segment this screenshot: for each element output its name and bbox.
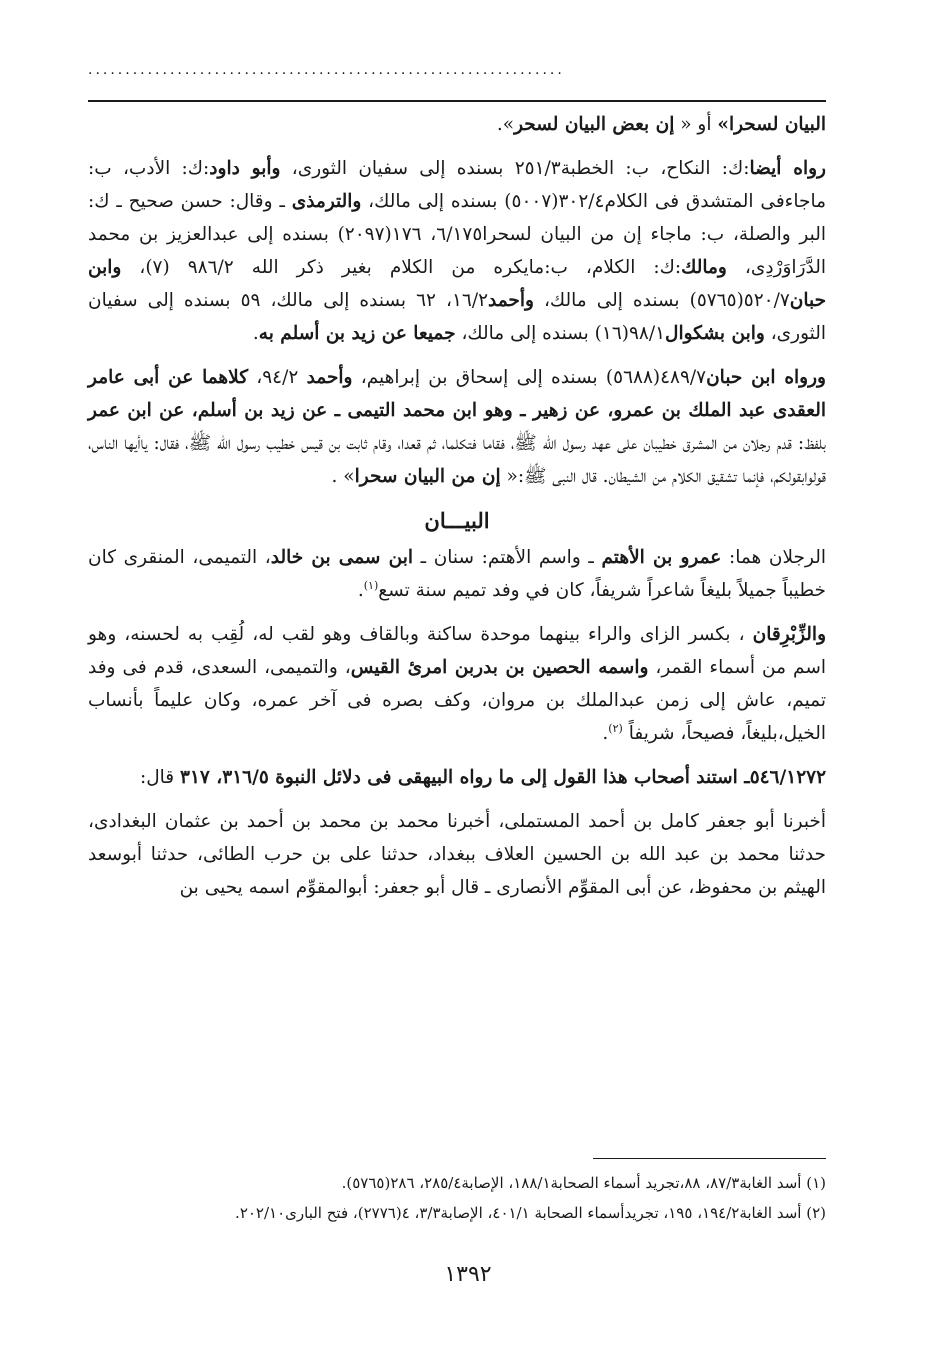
bold-text-segment: وأحمد [306, 367, 353, 388]
bold-text-segment: عمرو بن الأهتم [601, 547, 722, 568]
bold-text-segment: ومالك [681, 257, 727, 278]
bold-text-segment: وأحمد [488, 290, 534, 311]
text-segment: ». [496, 114, 515, 135]
footnote-ref: (٢) [608, 721, 623, 735]
text-segment: ، بكسر الزاى والراء بينهما موحدة ساكنة وبالقاف وهو لقب له، لُقِب به لحسنه، وهو اسم من أسماء القمر، [88, 624, 826, 678]
paragraph-bayan-2 [88, 618, 826, 750]
text-segment: ١٦/٢، ٦٢ بسنده إلى مالك، ٥٩ بسنده إلى سفيان الثورى، [88, 290, 826, 344]
footnote-rule [593, 1158, 826, 1159]
bold-text-segment: وابن بشكوال [665, 323, 765, 344]
text-segment: ٩٨/١(١٦) بسنده إلى مالك، [455, 323, 666, 344]
bold-text-segment: والزِّبْرِقان [752, 624, 826, 645]
page-number: ١٣٩٢ [444, 1262, 492, 1287]
text-segment: الرجلان هما: [721, 547, 826, 568]
text-segment: ٩٤/٢، [248, 367, 307, 388]
bold-text-segment: البيان لسحرا» [717, 114, 826, 135]
paragraph-riwayah-2 [88, 361, 826, 493]
text-segment: قال: [139, 767, 181, 788]
text-segment: ، التميمى، المنقرى كان خطيباً جميلاً بليغاً شاعراً شريفاً، كان في وفد تميم سنة تسع [88, 547, 826, 601]
text-segment: ٤٨٩/٧(٥٦٨٨) بسنده إلى إسحاق بن إبراهيم، [352, 367, 707, 388]
text-segment: :ك: الكلام، ب:مايكره من الكلام بغير ذكر الله ٩٨٦/٢ (٧)، [121, 257, 682, 278]
narration-paragraph: أخبرنا أبو جعفر كامل بن أحمد المستملى، أخبرنا محمد بن محمد بن أحمد بن عثمان البغدادى، حدثنا محمد بن عبد الله بن الحسين العلاف ببغداد، حدثنا على بن حرب الطائى، حدثنا أبوسعد الهيثم بن محفوظ، عن أبى المقوِّم الأنصارى ـ قال أبو جعفر: أبوالمقوِّم اسمه يحيى بن [88, 811, 826, 898]
bold-text-segment: رواه أيضا [749, 158, 826, 179]
bold-text-segment: جميعا عن زيد بن أسلم به [258, 323, 456, 344]
header-rule [88, 100, 826, 102]
footnote-ref: (١) [363, 578, 379, 592]
bold-text-segment: ٥٤٦/١٢٧٢ـ استند أصحاب هذا القول إلى ما رواه البيهقى فى دلائل النبوة ٣١٦/٥، ٣١٧ [180, 767, 826, 788]
text-segment: :ك: النكاح، ب: الخطبة٢٥١/٣ بسنده إلى سفيان الثورى، [280, 158, 750, 179]
text-segment: بلفظ: قدم رجلان من المشرق خطيبان على عهد رسول الله ﷺ، فقاما فتكلما، ثم قعدا، وقام ثابت بن قيس خطيب رسول الله ﷺ، فقال: ياأيها الناس، قولوابقولكم، فإنما تشقيق الكلام من الشيطان. قال النبى ﷺ:« [88, 433, 826, 487]
bold-text-segment: وابن حبان [88, 257, 827, 311]
paragraph-continuation [88, 108, 826, 141]
text-segment: ـ واسم الأهتم: سنان ـ [413, 547, 602, 568]
text-segment: . [357, 580, 364, 601]
footnote-1: (١) أسد الغابة٨٧/٣، ٨٨،تجريد أسماء الصحابة١٨٨/١، الإصابة٢٨٥/٤، ٢٨٦(٥٧٦٥). [341, 1174, 826, 1192]
bold-text-segment: إن بعض البيان لسحر [514, 114, 675, 135]
bold-text-segment: كلاهما عن أبى عامر العقدى عبد الملك بن عمرو، عن زهير ـ وهو ابن محمد التيمى ـ عن زيد بن أسلم، عن ابن عمر [88, 367, 826, 421]
text-segment: . [252, 323, 259, 344]
main-text [88, 108, 826, 915]
bold-text-segment: وأبو داود [209, 158, 281, 179]
bold-text-segment: ورواه ابن حبان [706, 367, 826, 388]
footnote-2: (٢) أسد الغابة١٩٤/٢، ١٩٥، تجريدأسماء الصحابة ٤٠١/١، الإصابة٣/٣، ٤(٢٧٧٦)، فتح البارى٢٠٢/١٠. [235, 1204, 826, 1222]
header-dotted-line: ................................................................ [88, 62, 565, 78]
text-segment: » . [331, 466, 355, 487]
bold-text-segment: إن من البيان سحرا [354, 466, 501, 487]
text-segment: :ك: الأدب، ب: ماجاءفى المتشدق فى الكلام٣٠٢/٤(٥٠٠٧) بسنده إلى مالك، [88, 158, 826, 212]
hadith-entry [88, 761, 826, 794]
text-segment: ، والتميمى، السعدى، قدم فى وفد تميم، عاش إلى زمن عبدالملك بن مروان، وكف بصره فى آخر عمره، وكان عليماً بأنساب الخيل،بليغاً، فصيحاً، شريفاً [88, 657, 826, 744]
section-heading: البيـــان [424, 508, 490, 533]
paragraph-bayan-1 [88, 541, 826, 607]
text-segment: ٥٢٠/٧(٥٧٦٥) بسنده إلى مالك، [533, 290, 790, 311]
bold-text-segment: واسمه الحصين بن بدربن امرئ القيس [350, 657, 649, 678]
paragraph-riwayah-1 [88, 152, 826, 350]
text-segment: أو « [674, 114, 718, 135]
footnotes [88, 1168, 826, 1228]
bold-text-segment: والترمذى [291, 191, 362, 212]
text-segment: ـ وقال: حسن صحيح ـ ك: البر والصلة، ب: ماجاء إن من البيان لسحرا٦/١٧٥، ١٧٦(٢٠٩٧) بسنده إلى عبدالعزيز بن محمد الدَّرَاوَرْدِى، [88, 191, 826, 278]
text-segment: . [602, 723, 609, 744]
bold-text-segment: ابن سمى بن خالد [270, 547, 413, 568]
